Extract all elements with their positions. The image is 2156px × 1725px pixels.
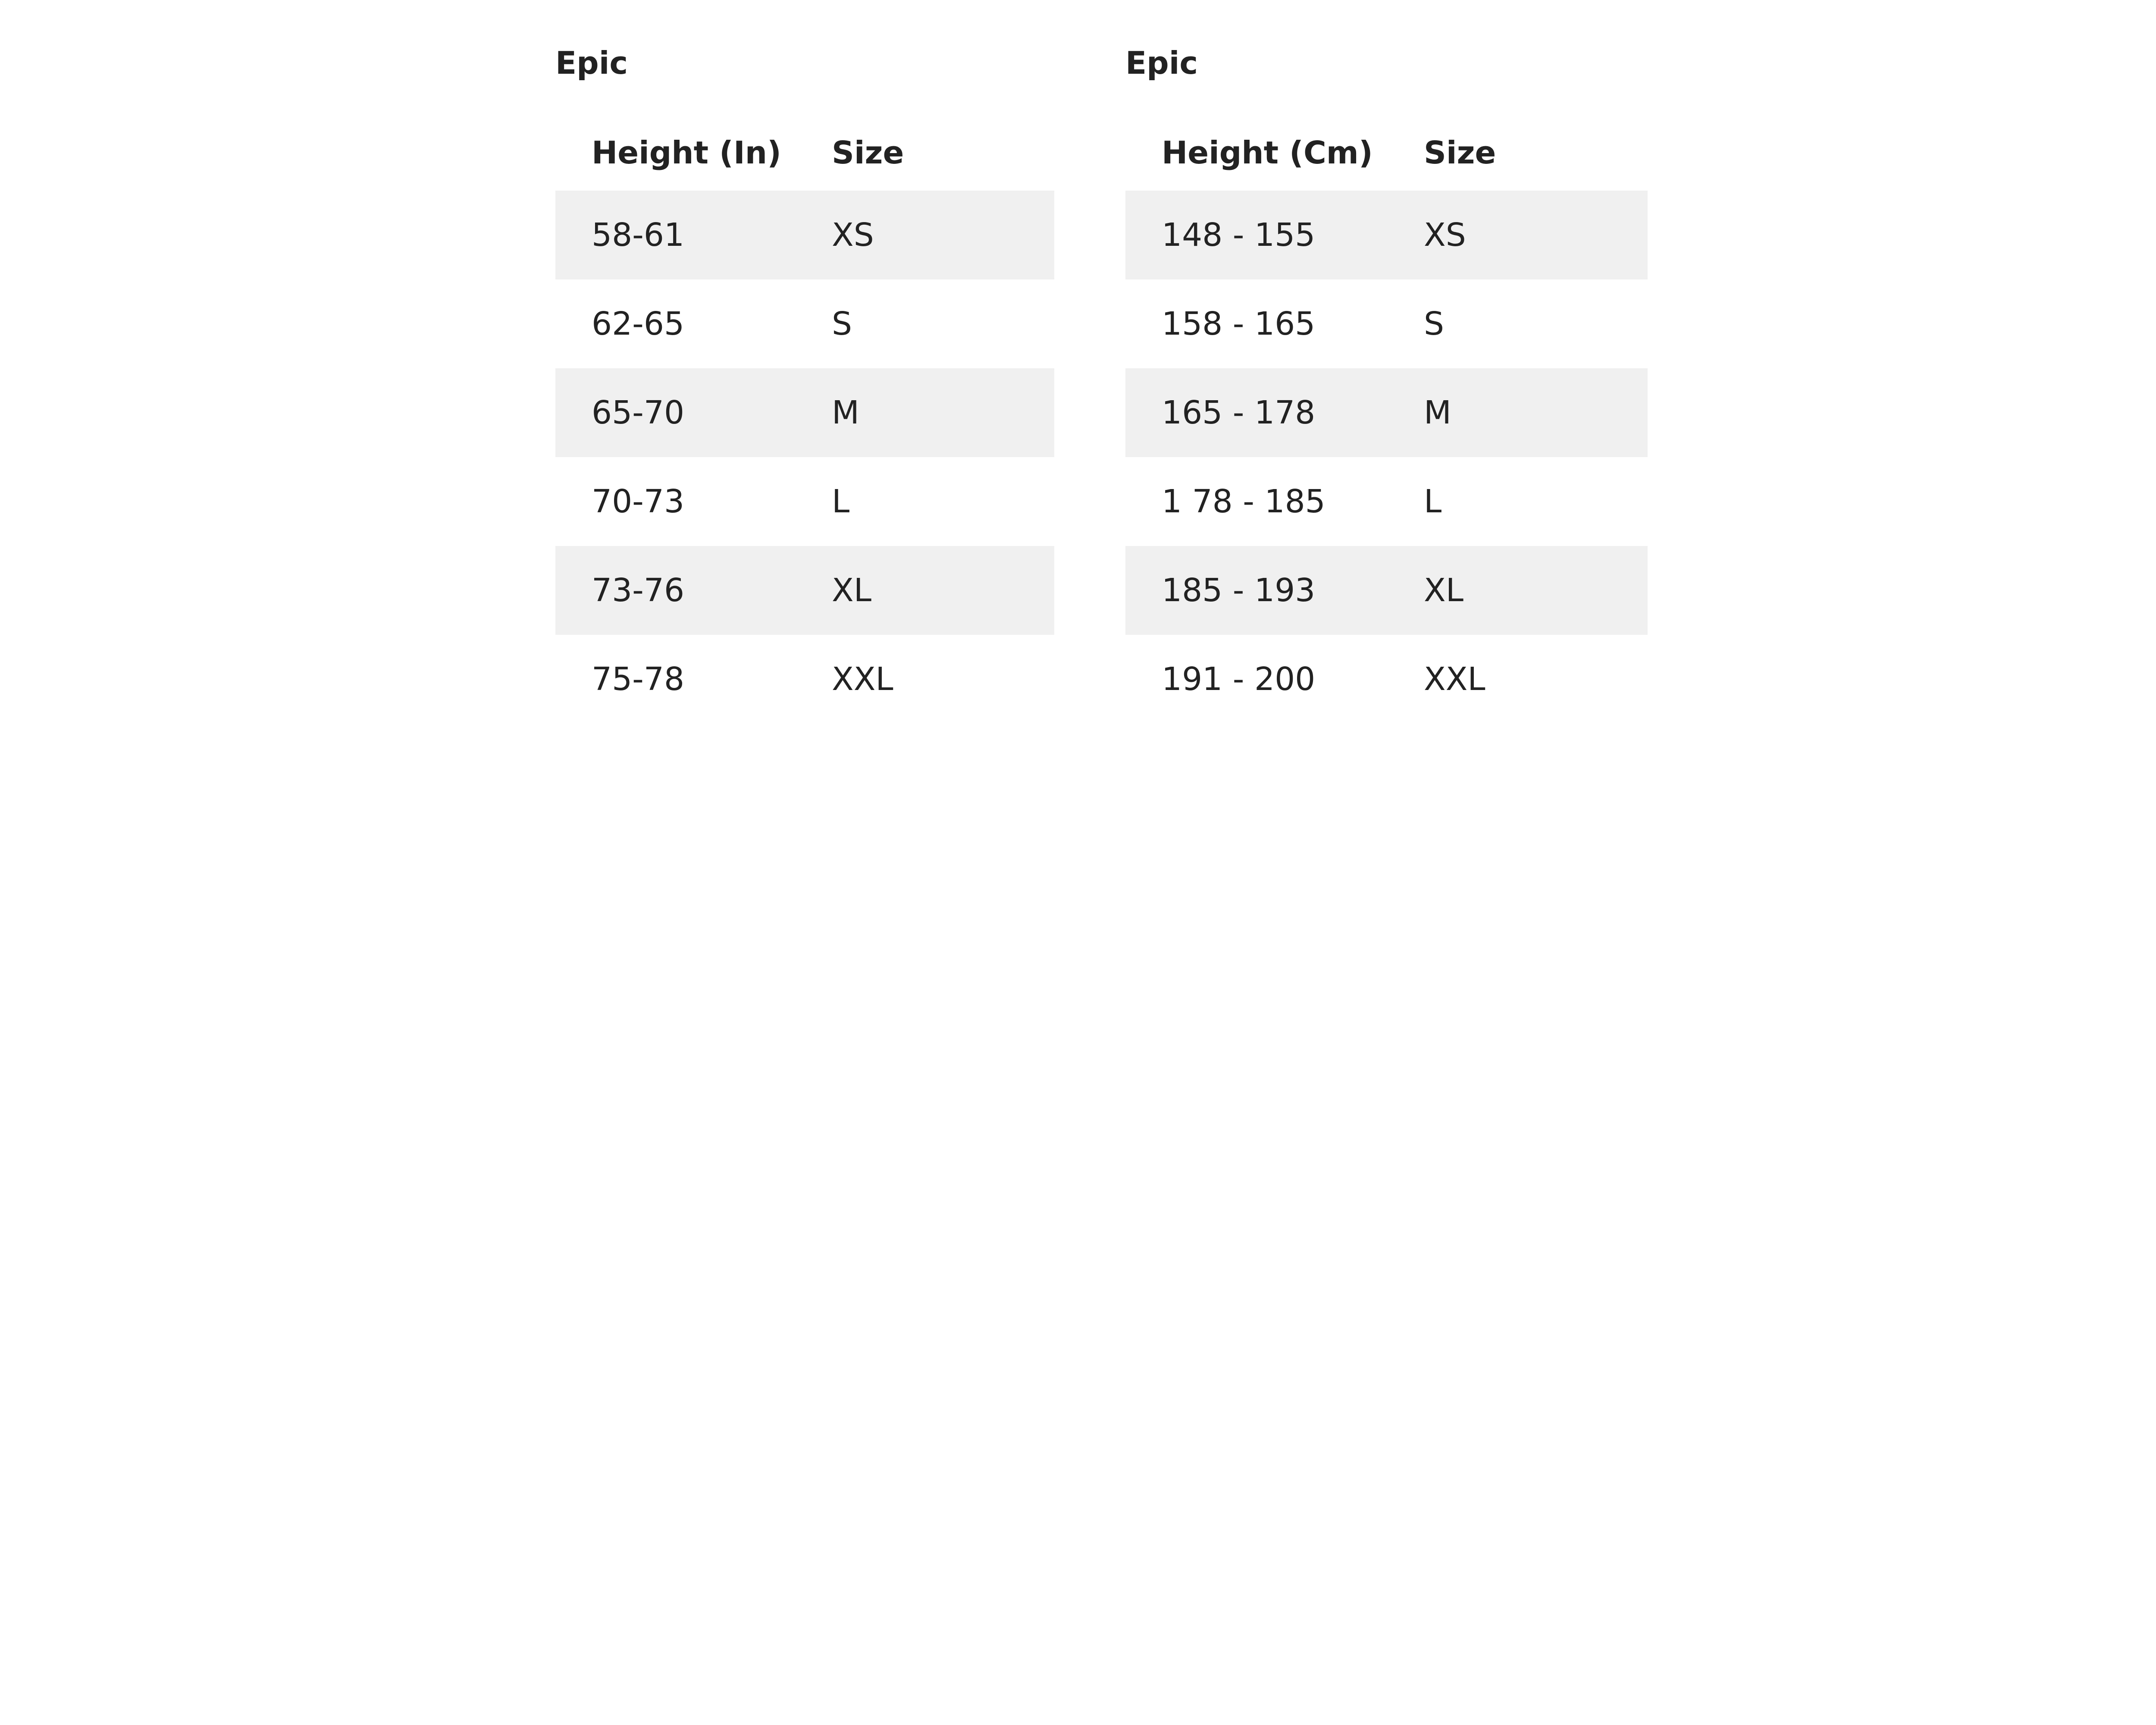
table-row	[1125, 191, 1648, 279]
table-header-row	[555, 120, 1054, 191]
height-cell: 1 78 - 185	[1162, 483, 1326, 520]
size-cell: S	[832, 305, 852, 342]
column-header-height: Height (Cm)	[1162, 135, 1373, 171]
size-cell: XL	[1424, 572, 1463, 609]
table-row	[1125, 546, 1648, 635]
table-row	[555, 635, 1054, 724]
size-cell: XXL	[1424, 661, 1485, 698]
table-row	[555, 279, 1054, 368]
height-cell: 73-76	[592, 572, 685, 609]
size-table-centimeters	[1125, 120, 1648, 724]
table-row	[1125, 279, 1648, 368]
table-row	[555, 368, 1054, 457]
height-cell: 191 - 200	[1162, 661, 1316, 698]
size-chart-inches	[555, 41, 1054, 724]
height-cell: 165 - 178	[1162, 394, 1316, 431]
size-cell: L	[832, 483, 850, 520]
table-row	[555, 191, 1054, 279]
table-header-row	[1125, 120, 1648, 191]
size-cell: S	[1424, 305, 1444, 342]
height-cell: 62-65	[592, 305, 685, 342]
height-cell: 158 - 165	[1162, 305, 1316, 342]
size-cell: M	[1424, 394, 1451, 431]
size-cell: XXL	[832, 661, 893, 698]
table-title: Epic	[555, 45, 628, 81]
size-cell: XS	[832, 216, 874, 254]
table-title: Epic	[1125, 45, 1198, 81]
table-row	[1125, 635, 1648, 724]
table-row	[555, 457, 1054, 546]
size-table-inches	[555, 120, 1054, 724]
height-cell: 185 - 193	[1162, 572, 1316, 609]
height-cell: 65-70	[592, 394, 685, 431]
size-cell: XL	[832, 572, 871, 609]
table-row	[1125, 368, 1648, 457]
size-cell: M	[832, 394, 859, 431]
height-cell: 58-61	[592, 216, 685, 254]
height-cell: 70-73	[592, 483, 685, 520]
height-cell: 148 - 155	[1162, 216, 1316, 254]
table-row	[555, 546, 1054, 635]
size-cell: L	[1424, 483, 1442, 520]
table-row	[1125, 457, 1648, 546]
size-chart-centimeters	[1125, 41, 1648, 724]
column-header-size: Size	[1424, 135, 1496, 171]
column-header-height: Height (In)	[592, 135, 781, 171]
height-cell: 75-78	[592, 661, 685, 698]
column-header-size: Size	[832, 135, 904, 171]
size-cell: XS	[1424, 216, 1466, 254]
